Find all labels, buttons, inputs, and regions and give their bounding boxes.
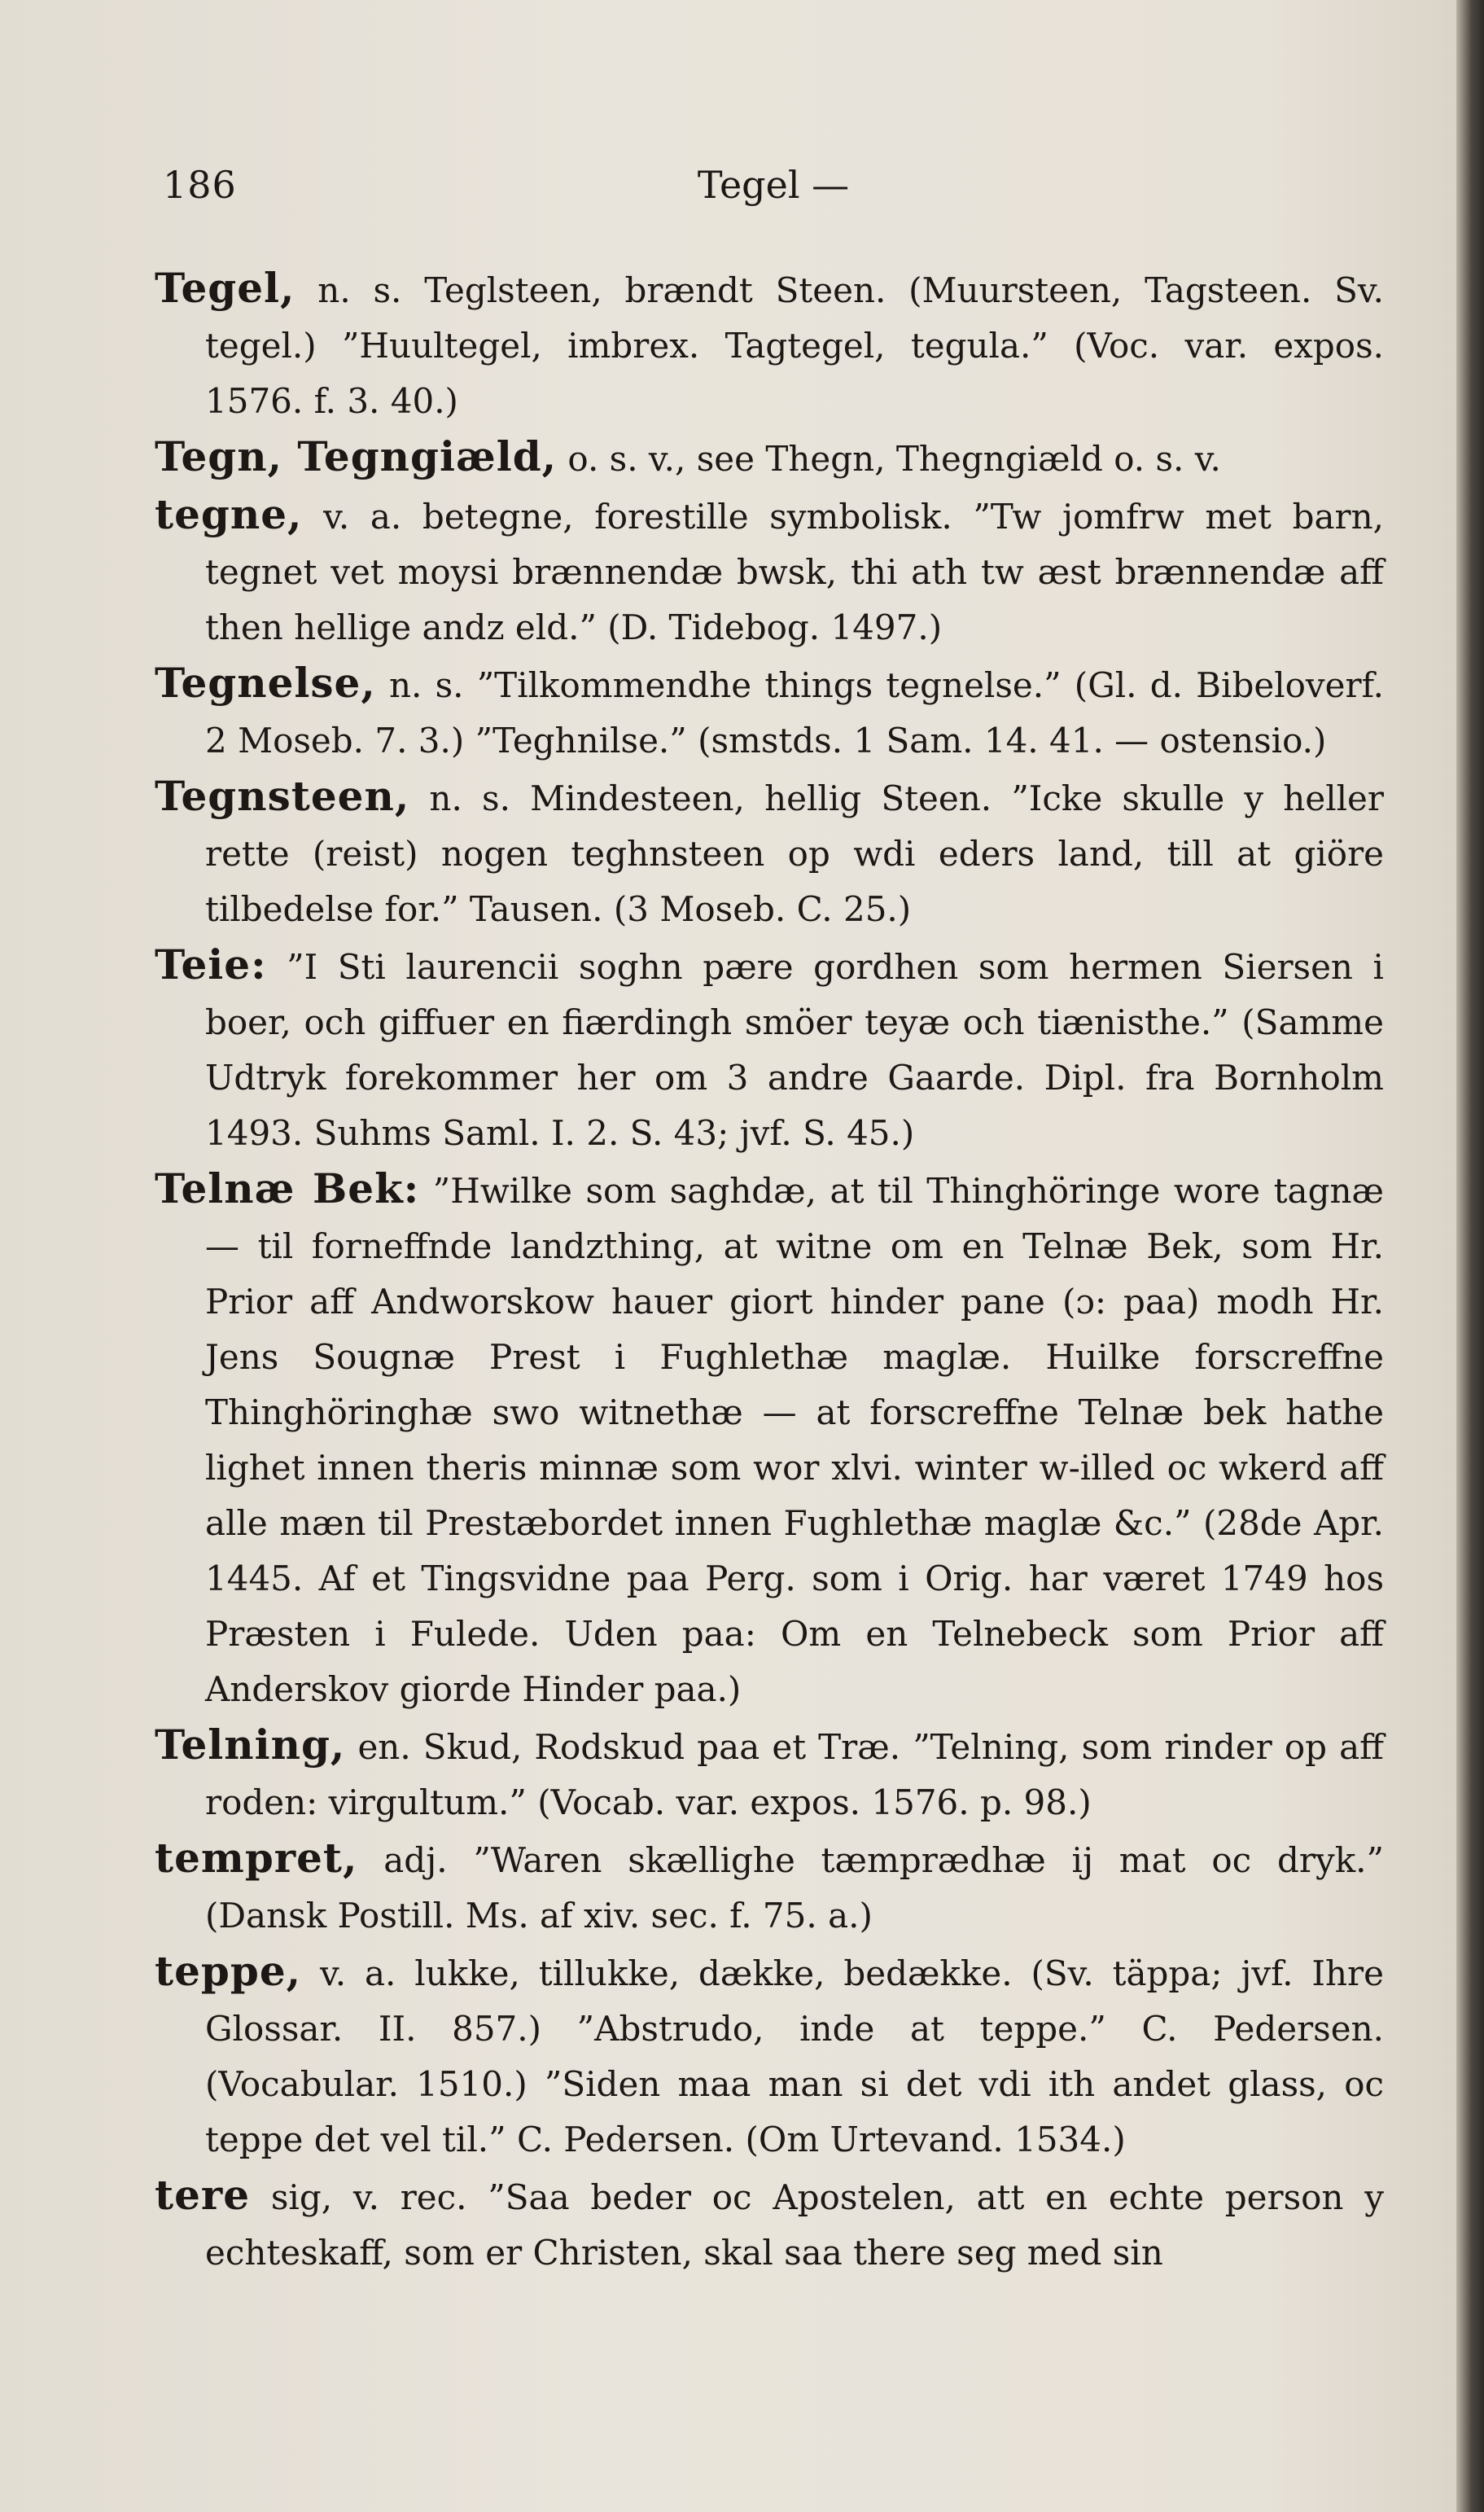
dictionary-entries (155, 261, 1384, 2281)
entry-headword: teppe, (155, 1947, 302, 1995)
dictionary-entry (155, 429, 1384, 487)
dictionary-entry (155, 937, 1384, 1161)
entry-text: o. s. v., see Thegn, Thegngiæld o. s. v. (557, 439, 1221, 479)
entry-headword: Tegnsteen, (155, 772, 410, 820)
dictionary-entry (155, 655, 1384, 769)
dictionary-entry (155, 2168, 1384, 2281)
entry-text: en. Skud, Rodskud paa et Træ. ”Telning, som rinder op aff roden: virgultum.” (Vocab. var. expos. 1576. p. 98.) (205, 1727, 1384, 1822)
dictionary-entry (155, 1717, 1384, 1830)
page-header (163, 163, 1384, 220)
dictionary-entry (155, 1944, 1384, 2168)
entry-text: adj. ”Waren skællighe tæmprædhæ ij mat oc dryk.” (Dansk Postill. Ms. af xiv. sec. f. 75. a.) (205, 1840, 1384, 1936)
entry-text: sig, v. rec. ”Saa beder oc Apostelen, att en echte person y echteskaff, som er Christen, skal saa there seg med sin (205, 2177, 1384, 2273)
entry-headword: tere (155, 2171, 251, 2219)
entry-headword: Telnæ Bek: (155, 1164, 420, 1212)
entry-headword: Tegnelse, (155, 659, 376, 707)
dictionary-entry (155, 1161, 1384, 1717)
dictionary-entry (155, 769, 1384, 937)
entry-headword: Telning, (155, 1721, 346, 1769)
dictionary-entry (155, 487, 1384, 655)
entry-headword: tempret, (155, 1834, 358, 1882)
entry-headword: Teie: (155, 940, 267, 989)
entry-headword: Tegn, Tegngiæld, (155, 432, 558, 480)
book-binding-edge (1456, 0, 1484, 2512)
entry-text: ”Hwilke som saghdæ, at til Thinghöringe wore tagnæ — til forneffnde landzthing, at witne om en Telnæ Bek, som Hr. Prior aff Andworskow hauer giort hinder pane (ɔ: paa) modh Hr. Jens Sougnæ Prest i Fughlethæ maglæ. Huilke forscreffne Thinghöringhæ swo witnethæ — at forscreffne Telnæ bek hathe lighet innen theris minnæ som wor xlvi. winter w-illed oc wkerd aff alle mæn til Prestæbordet innen Fughlethæ maglæ &c.” (28de Apr. 1445. Af et Tingsvidne paa Perg. som i Orig. har været 1749 hos Præsten i Fulede. Uden paa: Om en Telnebeck som Prior aff Anderskov giorde Hinder paa.) (205, 1171, 1384, 1709)
entry-text: v. a. lukke, tillukke, dække, bedække. (Sv. täppa; jvf. Ihre Glossar. II. 857.) ”Abstrudo, inde at teppe.” C. Pedersen. (Vocabular. 1510.) ”Siden maa man si det vdi ith andet glass, oc teppe det vel til.” C. Pedersen. (Om Urtevand. 1534.) (205, 1953, 1384, 2159)
entry-headword: tegne, (155, 490, 303, 538)
entry-text: ”I Sti laurencii soghn pære gordhen som hermen Siersen i boer, och giffuer en fiærdingh smöer teyæ och tiænisthe.” (Samme Udtryk forekommer her om 3 andre Gaarde. Dipl. fra Bornholm 1493. Suhms Saml. I. 2. S. 43; jvf. S. 45.) (205, 947, 1384, 1153)
entry-headword: Tegel, (155, 264, 295, 312)
dictionary-entry (155, 261, 1384, 429)
running-head: Tegel — (697, 163, 850, 207)
dictionary-entry (155, 1830, 1384, 1944)
entry-text: n. s. Teglsteen, brændt Steen. (Muursteen, Tagsteen. Sv. tegel.) ”Huultegel, imbrex. Tagtegel, tegula.” (Voc. var. expos. 1576. f. 3. 40.) (205, 270, 1384, 421)
entry-text: n. s. ”Tilkommendhe things tegnelse.” (Gl. d. Bibeloverf. 2 Moseb. 7. 3.) ”Teghnilse.” (smstds. 1 Sam. 14. 41. — ostensio.) (205, 665, 1384, 761)
page-number: 186 (163, 163, 237, 207)
entry-text: n. s. Mindesteen, hellig Steen. ”Icke skulle y heller rette (reist) nogen teghnsteen op wdi eders land, till at giöre tilbedelse for.” Tausen. (3 Moseb. C. 25.) (205, 778, 1384, 929)
entry-text: v. a. betegne, forestille symbolisk. ”Tw jomfrw met barn, tegnet vet moysi brænnendæ bwsk, thi ath tw æst brænnendæ aff then hellige andz eld.” (D. Tidebog. 1497.) (205, 497, 1384, 647)
